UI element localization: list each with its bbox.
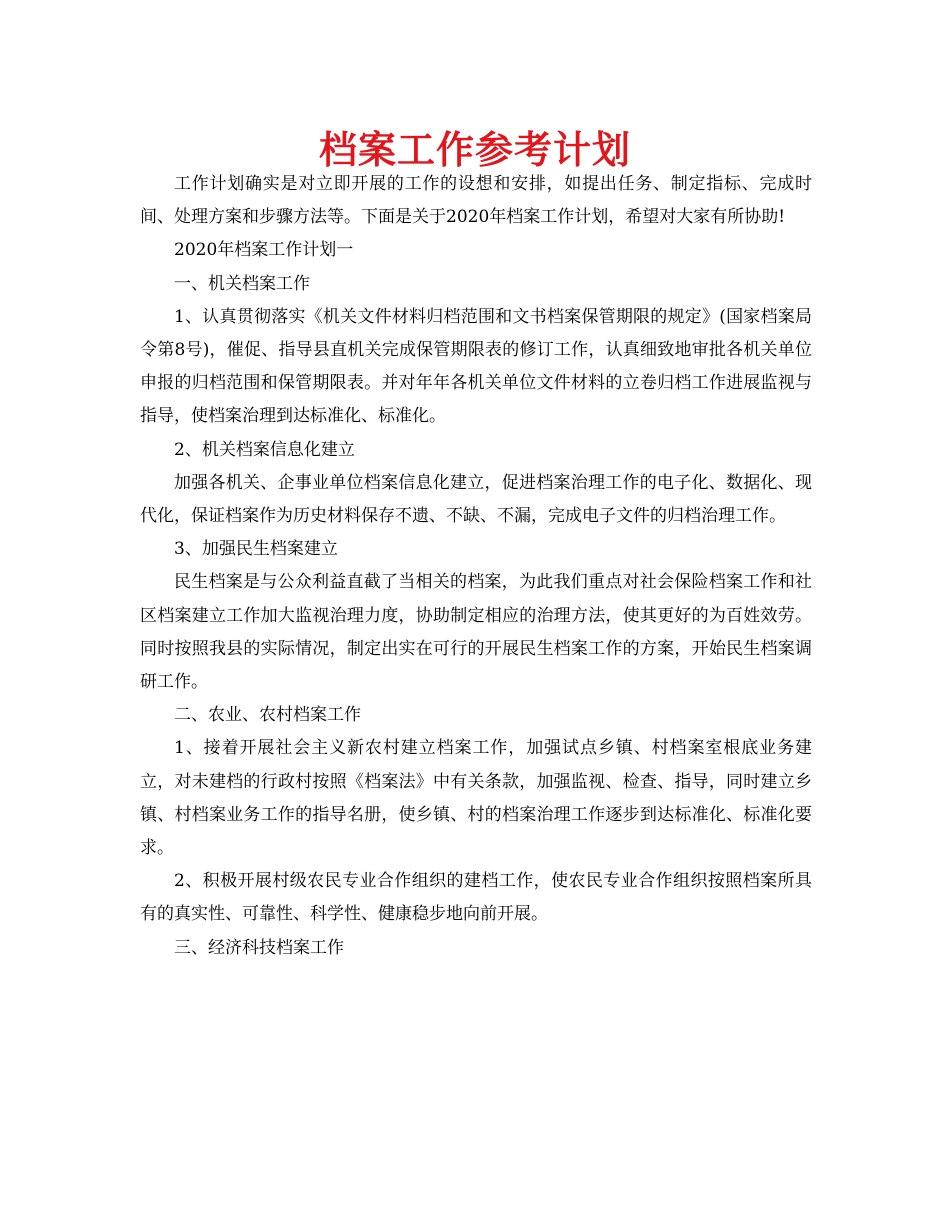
document-title: 档案工作参考计划 <box>318 127 631 172</box>
subsection-heading: 3、加强民生档案建立 <box>174 539 338 560</box>
plan-heading: 2020年档案工作计划一 <box>174 240 354 261</box>
section-heading: 二、农业、农村档案工作 <box>174 705 361 726</box>
body-paragraph: 1、接着开展社会主义新农村建立档案工作，加强试点乡镇、村档案室根底业务建立，对未建档的行政村按照《档案法》中有关条款，加强监视、检查、指导，同时建立乡镇、村档案业务工作的指导名册，使乡镇、村的档案治理工作逐步到达标准化、标准化要求。 <box>140 738 812 859</box>
body-paragraph: 民生档案是与公众利益直截了当相关的档案，为此我们重点对社会保险档案工作和社区档案建立工作加大监视治理力度，协助制定相应的治理方法，使其更好的为百姓效劳。同时按照我县的实际情况，制定出实在可行的开展民生档案工作的方案，开始民生档案调研工作。 <box>140 572 812 693</box>
document-body <box>140 168 812 965</box>
body-paragraph: 2、积极开展村级农民专业合作组织的建档工作，使农民专业合作组织按照档案所具有的真实性、可靠性、科学性、健康稳步地向前开展。 <box>140 871 812 925</box>
section-heading: 一、机关档案工作 <box>174 273 310 294</box>
body-paragraph: 加强各机关、企事业单位档案信息化建立，促进档案治理工作的电子化、数据化、现代化，保证档案作为历史材料保存不遗、不缺、不漏，完成电子文件的归档治理工作。 <box>140 472 812 527</box>
subsection-heading: 2、机关档案信息化建立 <box>174 439 355 460</box>
intro-paragraph: 工作计划确实是对立即开展的工作的设想和安排，如提出任务、制定指标、完成时间、处理方案和步骤方法等。下面是关于2020年档案工作计划，希望对大家有所协助! <box>140 174 812 228</box>
body-paragraph: 1、认真贯彻落实《机关文件材料归档范围和文书档案保管期限的规定》(国家档案局令第8号)，催促、指导县直机关完成保管期限表的修订工作，认真细致地审批各机关单位申报的归档范围和保管期限表。并对年年各机关单位文件材料的立卷归档工作进展监视与指导，使档案治理到达标准化、标准化。 <box>140 306 812 427</box>
section-heading: 三、经济科技档案工作 <box>174 937 344 958</box>
